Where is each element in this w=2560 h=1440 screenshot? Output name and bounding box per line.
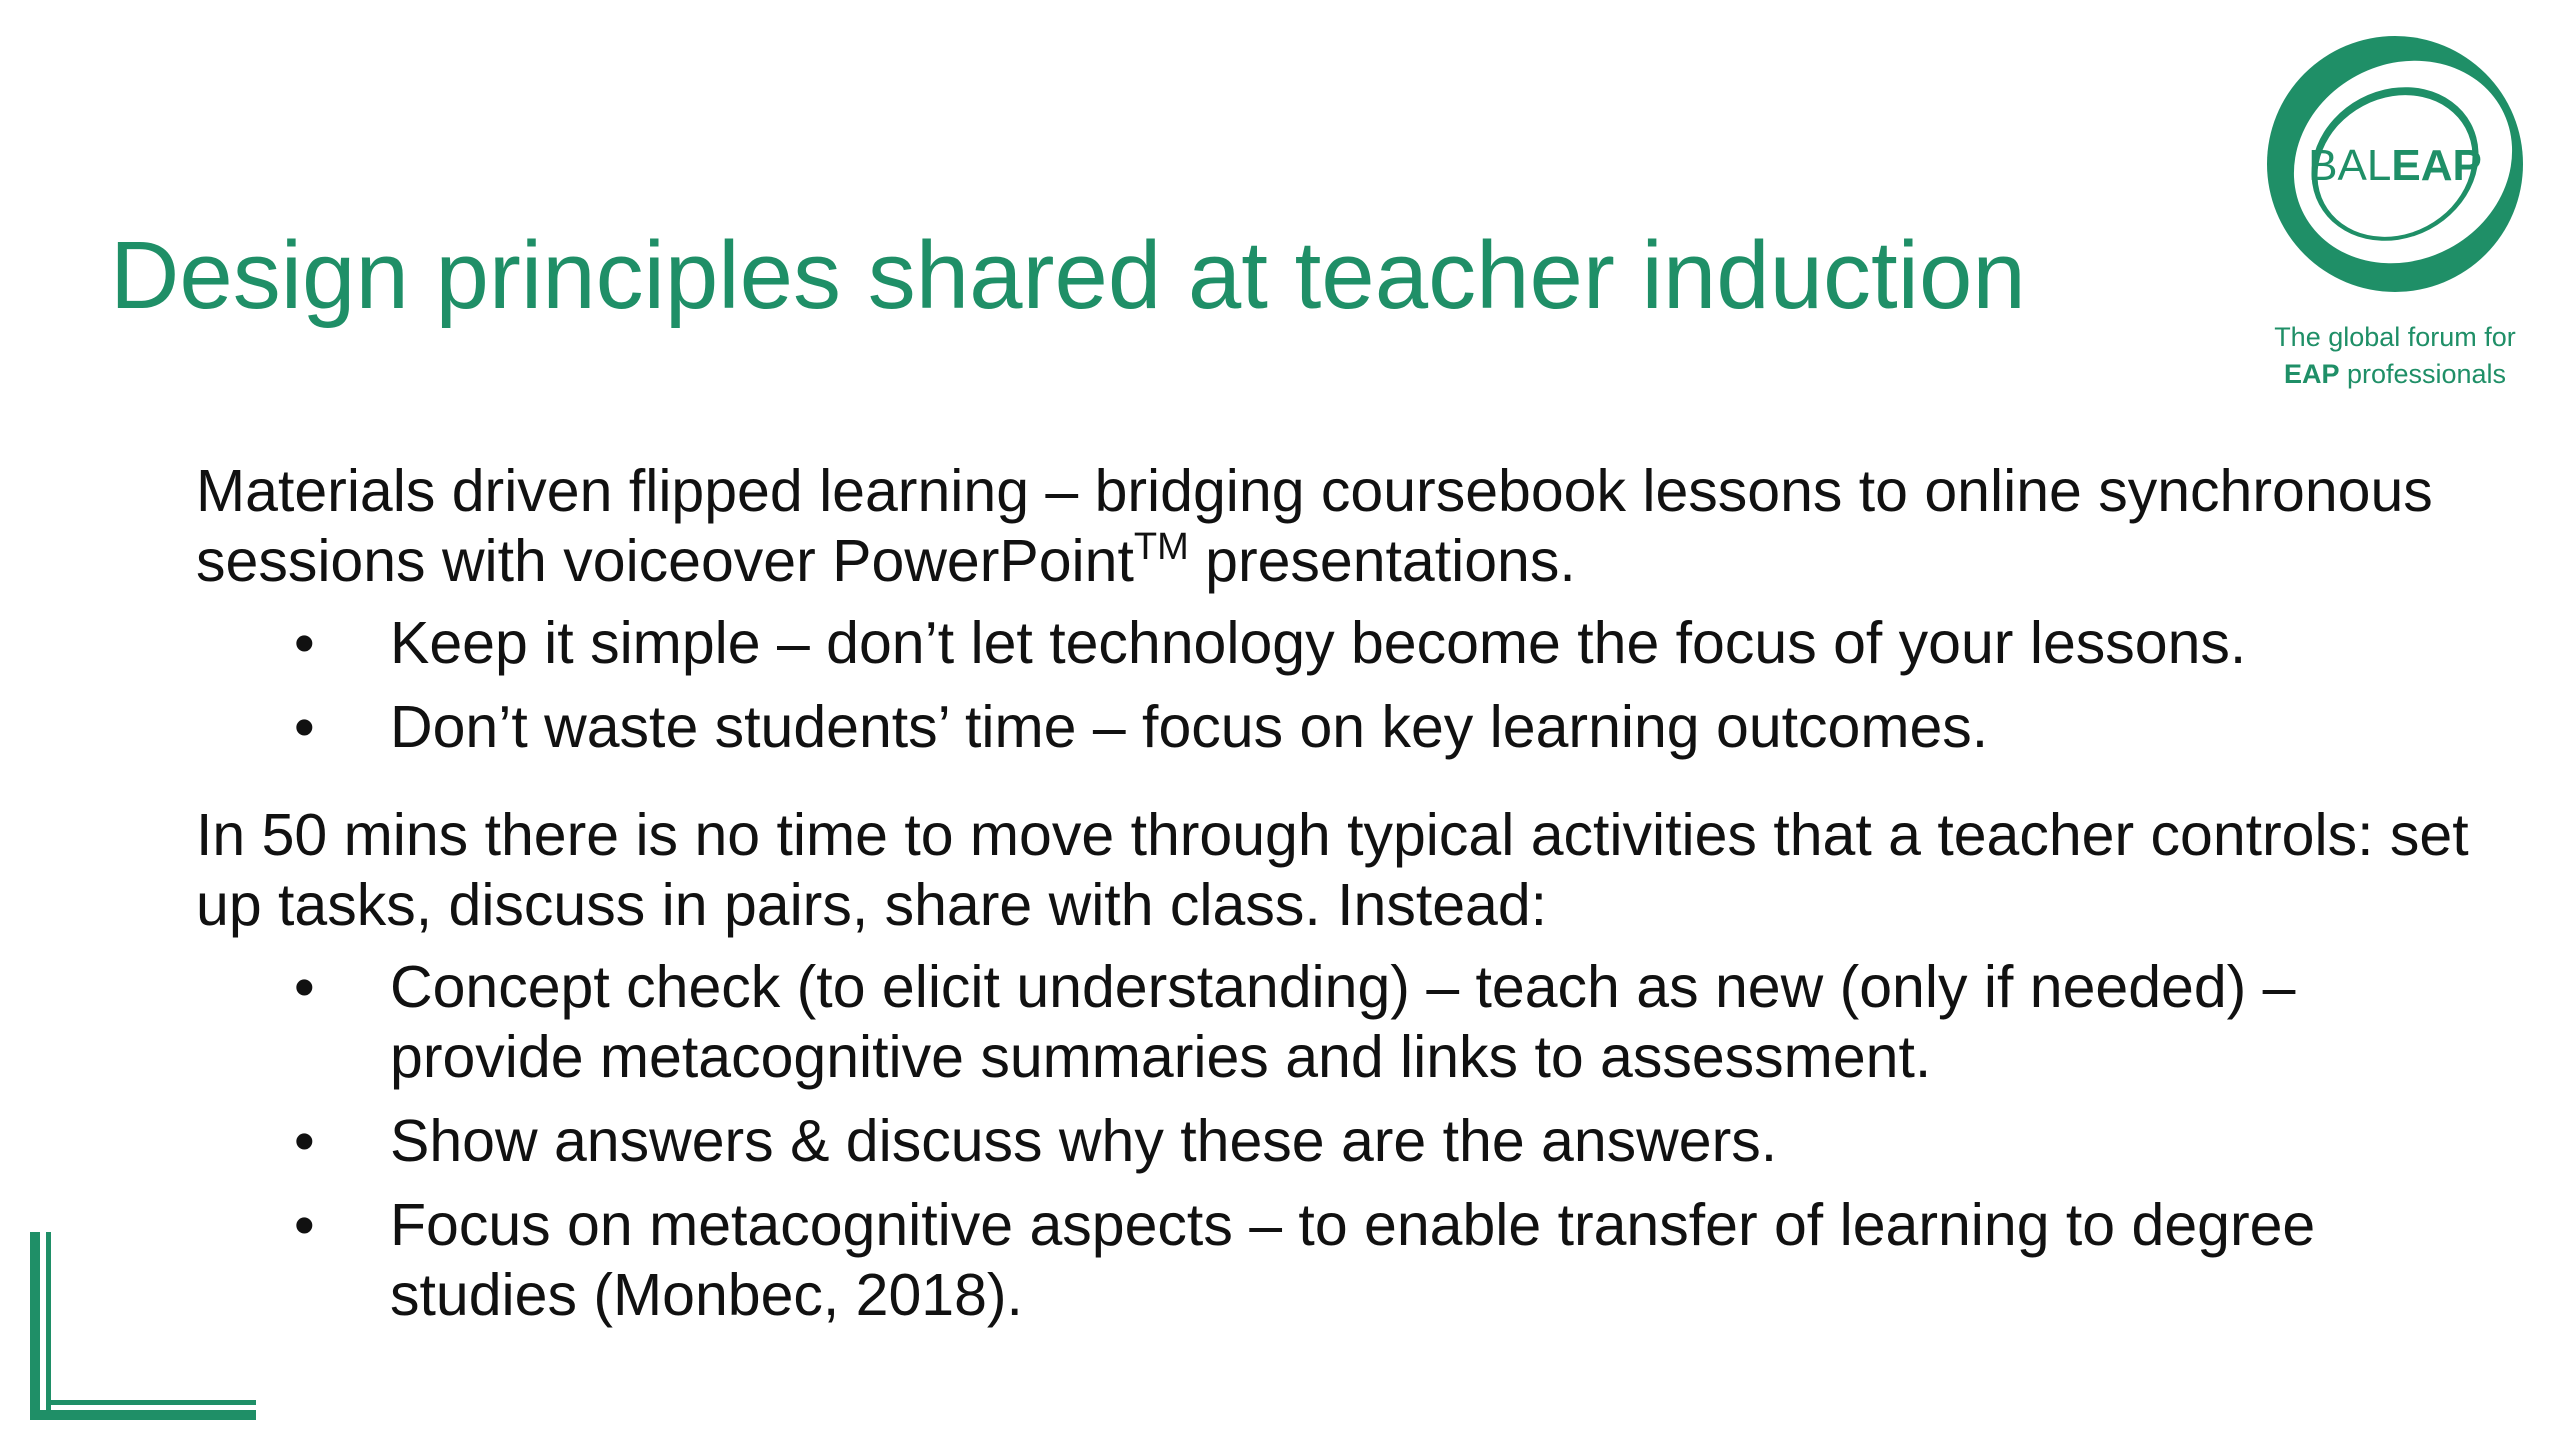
paragraph-time-constraints: In 50 mins there is no time to move through typical activities that a teacher controls: set up tasks, discuss in pairs, share with class. Instead: xyxy=(196,802,2469,938)
bullet-icon: • xyxy=(294,954,315,1020)
list-item: • Show answers & discuss why these are the answers. xyxy=(294,1108,1778,1174)
bullet-list-instead xyxy=(196,952,2486,1330)
list-item: • Concept check (to elicit understanding) – teach as new (only if needed) – provide metacognitive summaries and links to assessment. xyxy=(294,954,2296,1090)
logo-wordmark: BALEAP xyxy=(2308,141,2482,190)
baleap-logo xyxy=(2245,14,2545,394)
corner-bracket-decoration xyxy=(30,1228,260,1428)
slide-body xyxy=(196,456,2486,1344)
tagline-line2: EAP professionals xyxy=(2283,359,2507,389)
list-item: • Focus on metacognitive aspects – to enable transfer of learning to degree studies (Monbec, 2018). xyxy=(294,1192,2316,1328)
list-item: • Don’t waste students’ time – focus on key learning outcomes. xyxy=(294,694,1989,760)
bullet-icon: • xyxy=(294,610,315,676)
logo-tagline xyxy=(2245,319,2545,393)
bullet-icon: • xyxy=(294,1192,315,1258)
bullet-icon: • xyxy=(294,694,315,760)
bullet-icon: • xyxy=(294,1108,315,1174)
trademark-superscript: TM xyxy=(1133,526,1189,568)
slide-title: Design principles shared at teacher induction xyxy=(110,222,2026,329)
list-item: • Keep it simple – don’t let technology become the focus of your lessons. xyxy=(294,610,2247,676)
baleap-logo-icon xyxy=(2245,14,2545,314)
paragraph-flipped-learning: Materials driven flipped learning – bridging coursebook lessons to online synchronous sessions with voiceover PowerPoint™ presentations. xyxy=(196,458,2433,594)
bullet-list-principles xyxy=(196,608,2486,762)
tagline-line1: The global forum for xyxy=(2274,322,2516,352)
